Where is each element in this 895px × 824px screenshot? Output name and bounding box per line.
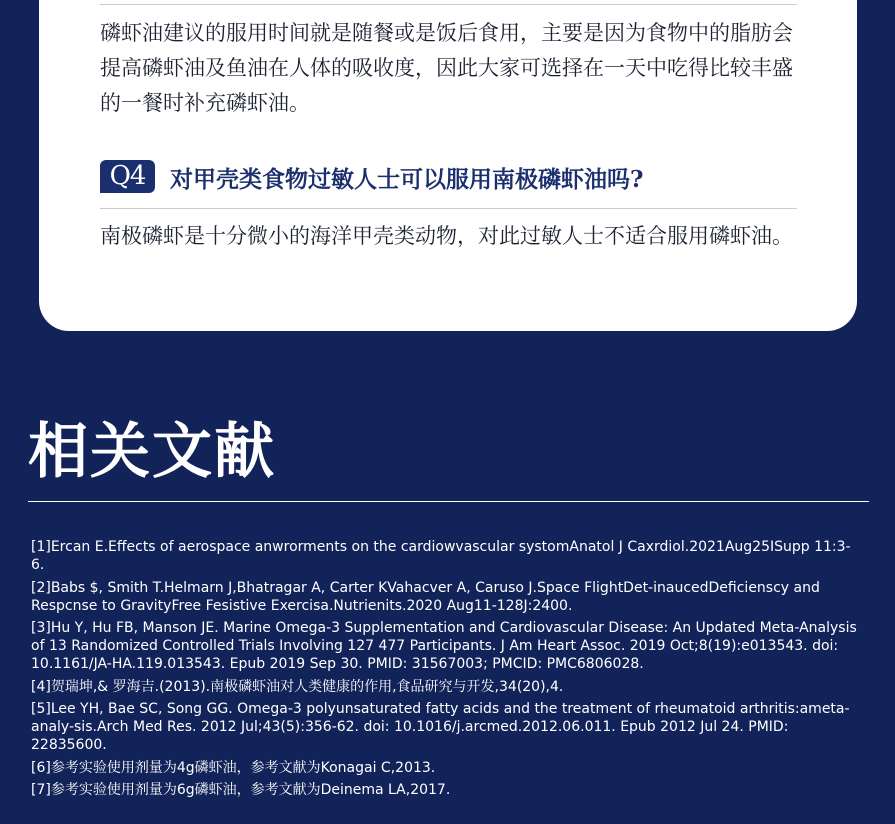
reference-item: [4]贺瑞坤,& 罗海吉.(2013).南极磷虾油对人类健康的作用,食品研究与开发,34(20),4.: [31, 678, 564, 695]
reference-item: [2]Babs $, Smith T.Helmarn J,Bhatragar A, Carter KVahacver A, Caruso J.Space FlightDet-inaucedDeficienscy and Respcnse to GravityFree Fesistive Exercisa.Nutrienits.2020 Aug11-128J:2400.: [31, 579, 820, 614]
answer-q4: 南极磷虾是十分微小的海洋甲壳类动物，对此过敏人士不适合服用磷虾油。: [100, 224, 793, 248]
references-title: 相关文献: [28, 417, 276, 487]
reference-item: [7]参考实验使用剂量为6g磷虾油，参考文献为Deinema LA,2017.: [31, 782, 451, 798]
divider-top: [100, 4, 797, 5]
reference-item: [5]Lee YH, Bae SC, Song GG. Omega-3 polyunsaturated fatty acids and the treatment of rheumatoid arthritis:ameta-analy-sis.Arch Med Res. 2012 Jul;43(5):356-62. doi: 10.1016/j.arcmed.2012.06.011. Epub 2012 Jul 24. PMID: 22835600.: [31, 701, 850, 753]
answer-q3: 磷虾油建议的服用时间就是随餐或是饭后食用，主要是因为食物中的脂肪会提高磷虾油及鱼油在人体的吸收度，因此大家可选择在一天中吃得比较丰盛的一餐时补充磷虾油。: [100, 21, 793, 115]
q4-badge: Q4: [100, 160, 155, 193]
reference-item: [1]Ercan E.Effects of aerospace anwrorments on the cardiowvascular systomAnatol J Caxrdiol.2021Aug25ISupp 11:3-6.: [31, 539, 851, 573]
references-list: [31, 538, 861, 804]
q4-title: 对甲壳类食物过敏人士可以服用南极磷虾油吗?: [170, 166, 644, 193]
reference-item: [3]Hu Y, Hu FB, Manson JE. Marine Omega-3 Supplementation and Cardiovascular Disease: An Updated Meta-Analysis of 13 Randomized Controlled Trials Involving 127 477 Participants. J Am Heart Assoc. 2019 Oct;8(19):e013543. doi: 10.1161/JA-HA.119.013543. Epub 2019 Sep 30. PMID: 31567003; PMCID: PMC6806028.: [31, 620, 857, 672]
references-divider: [28, 501, 869, 502]
divider-q4: [100, 208, 797, 209]
reference-item: [6]参考实验使用剂量为4g磷虾油，参考文献为Konagai C,2013.: [31, 759, 436, 776]
